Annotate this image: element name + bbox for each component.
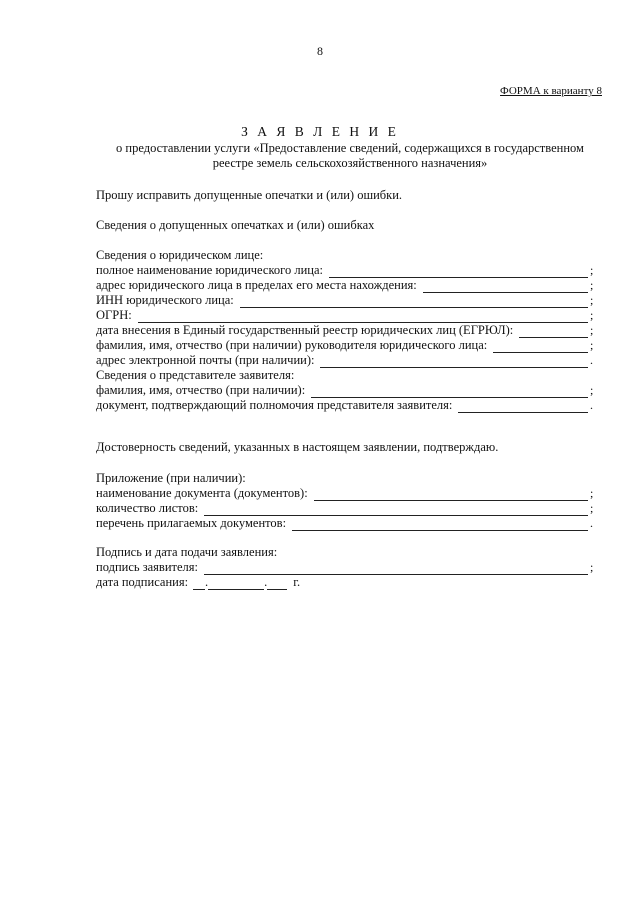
field-label: наименование документа (документов): bbox=[96, 486, 308, 500]
confirmation-text: Достоверность сведений, указанных в настоящем заявлении, подтверждаю. bbox=[96, 440, 499, 454]
request-text: Прошу исправить допущенные опечатки и (или) ошибки. bbox=[96, 188, 403, 202]
signature-section bbox=[96, 545, 596, 590]
field-signature: подпись заявителя: ; bbox=[96, 560, 594, 574]
field-label: дата внесения в Единый государственный реестр юридических лиц (ЕГРЮЛ): bbox=[96, 323, 514, 337]
field-head-name: фамилия, имя, отчество (при наличии) руководителя юридического лица: ; bbox=[96, 338, 594, 352]
document-title: З А Я В Л Е Н И Е bbox=[241, 124, 399, 139]
field-label: дата подписания: bbox=[96, 575, 189, 589]
field-rep-name: фамилия, имя, отчество (при наличии): ; bbox=[96, 383, 594, 397]
form-reference: ФОРМА к варианту 8 bbox=[500, 85, 602, 97]
field-rep-document: документ, подтверждающий полномочия представителя заявителя: . bbox=[96, 398, 593, 412]
head-name-input-line[interactable] bbox=[493, 341, 588, 353]
field-label: перечень прилагаемых документов: bbox=[96, 516, 287, 530]
address-input-line[interactable] bbox=[423, 281, 588, 293]
rep-document-input-line[interactable] bbox=[458, 401, 588, 413]
date-day-input-line[interactable] bbox=[193, 578, 205, 590]
signature-input-line[interactable] bbox=[204, 563, 588, 575]
date-year-input-line[interactable] bbox=[267, 578, 287, 590]
field-doc-name: наименование документа (документов): ; bbox=[96, 486, 594, 500]
field-label: документ, подтверждающий полномочия представителя заявителя: bbox=[96, 398, 453, 412]
doc-list-input-line[interactable] bbox=[292, 519, 588, 531]
field-address: адрес юридического лица в пределах его места нахождения: ; bbox=[96, 278, 594, 292]
field-ogrn: ОГРН: ; bbox=[96, 308, 594, 322]
field-inn: ИНН юридического лица: ; bbox=[96, 293, 594, 307]
sheet-count-input-line[interactable] bbox=[204, 504, 588, 516]
document-subtitle: о предоставлении услуги «Предоставление сведений, содержащихся в государственном реестре земель сельскохозяйственного назначения» bbox=[116, 141, 584, 170]
full-name-input-line[interactable] bbox=[329, 266, 588, 278]
field-egrul-date: дата внесения в Единый государственный реестр юридических лиц (ЕГРЮЛ): ; bbox=[96, 323, 594, 337]
representative-heading: Сведения о представителе заявителя: bbox=[96, 368, 295, 382]
field-label: фамилия, имя, отчество (при наличии): bbox=[96, 383, 306, 397]
email-input-line[interactable] bbox=[320, 356, 588, 368]
field-label: полное наименование юридического лица: bbox=[96, 263, 323, 277]
page-number: 8 bbox=[317, 44, 323, 58]
field-label: ИНН юридического лица: bbox=[96, 293, 234, 307]
field-email: адрес электронной почты (при наличии): . bbox=[96, 353, 593, 367]
field-label: подпись заявителя: bbox=[96, 560, 198, 574]
legal-entity-section bbox=[96, 248, 596, 413]
field-label: адрес юридического лица в пределах его места нахождения: bbox=[96, 278, 417, 292]
field-full-name: полное наименование юридического лица: ; bbox=[96, 263, 594, 277]
rep-name-input-line[interactable] bbox=[311, 386, 588, 398]
legal-entity-heading: Сведения о юридическом лице: bbox=[96, 248, 264, 262]
errors-heading: Сведения о допущенных опечатках и (или) ошибках bbox=[96, 218, 375, 232]
signature-heading: Подпись и дата подачи заявления: bbox=[96, 545, 278, 559]
field-label: ОГРН: bbox=[96, 308, 132, 322]
inn-input-line[interactable] bbox=[240, 296, 588, 308]
field-label: адрес электронной почты (при наличии): bbox=[96, 353, 315, 367]
doc-name-input-line[interactable] bbox=[314, 489, 588, 501]
date-month-input-line[interactable] bbox=[208, 578, 264, 590]
field-label: количество листов: bbox=[96, 501, 199, 515]
field-sheet-count: количество листов: ; bbox=[96, 501, 594, 515]
field-doc-list: перечень прилагаемых документов: . bbox=[96, 516, 593, 530]
field-sign-date: дата подписания: . . г. bbox=[96, 575, 301, 589]
field-label: фамилия, имя, отчество (при наличии) руководителя юридического лица: bbox=[96, 338, 488, 352]
attachment-section bbox=[96, 471, 596, 531]
ogrn-input-line[interactable] bbox=[138, 311, 588, 323]
attachment-heading: Приложение (при наличии): bbox=[96, 471, 246, 485]
egrul-date-input-line[interactable] bbox=[519, 326, 588, 338]
